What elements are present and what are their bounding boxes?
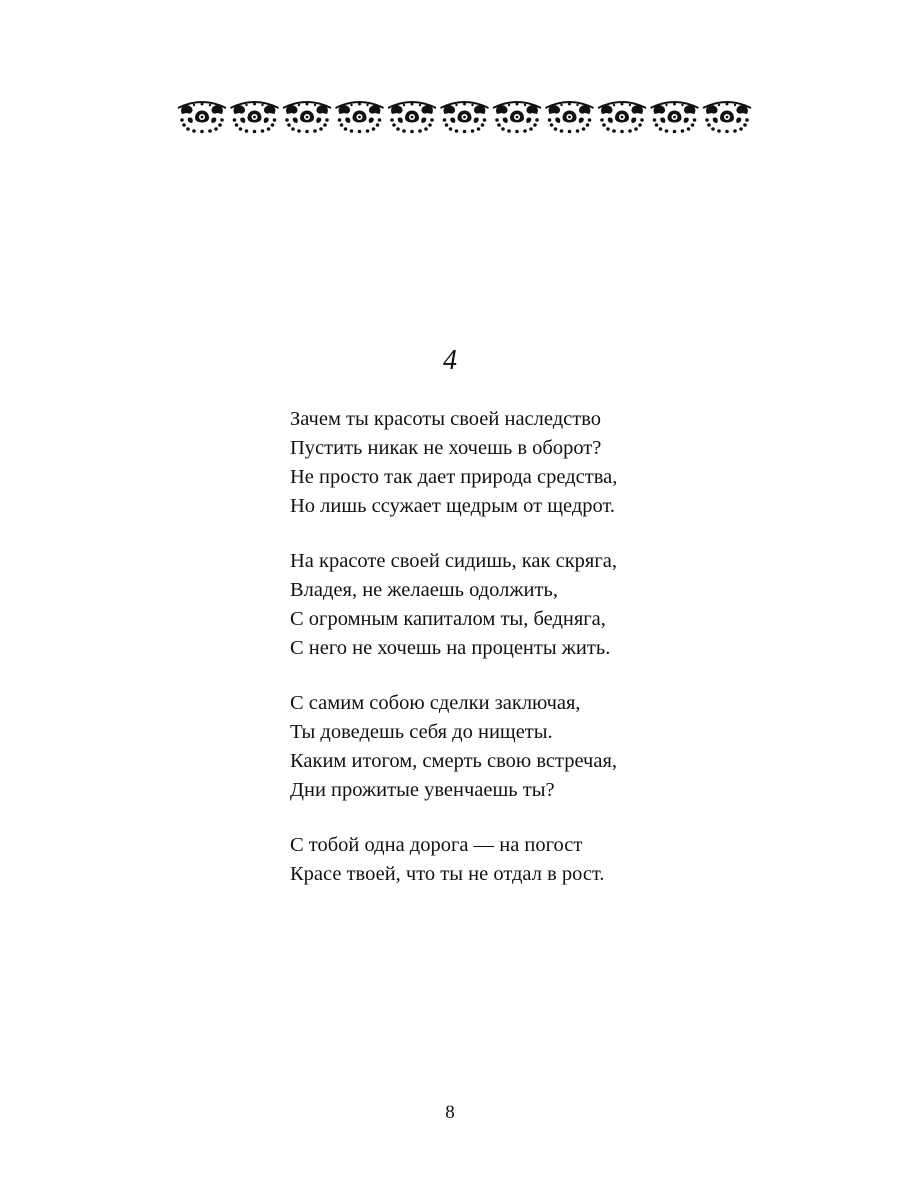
poem-line: С тобой одна дорога — на погост [290, 834, 583, 856]
poem-line: Владея, не желаешь одолжить, [290, 579, 558, 601]
stanza [290, 405, 710, 521]
poem-line: Зачем ты красоты своей наследство [290, 408, 601, 430]
poem-line: Пустить никак не хочешь в оборот? [290, 437, 602, 459]
poem-line: Каким итогом, смерть свою встречая, [290, 750, 617, 772]
page-number: 8 [445, 1102, 455, 1123]
stanza [290, 831, 710, 889]
poem-line: Дни прожитые увенчаешь ты? [290, 779, 555, 801]
poem-line: Ты доведешь себя до нищеты. [290, 721, 553, 743]
poem-number: 4 [443, 345, 457, 376]
poem-line: Но лишь ссужает щедрым от щедрот. [290, 495, 616, 517]
stanza [290, 689, 710, 805]
stanza [290, 547, 710, 663]
poem-line: С него не хочешь на проценты жить. [290, 637, 611, 659]
poem-body [290, 405, 710, 915]
poem-line: На красоте своей сидишь, как скряга, [290, 550, 617, 572]
poem-line: С огромным капиталом ты, бедняга, [290, 608, 606, 630]
floral-lace-border-icon [176, 98, 754, 134]
poem-line: С самим собою сделки заключая, [290, 692, 581, 714]
poem-line: Красе твоей, что ты не отдал в рост. [290, 863, 605, 885]
poem-line: Не просто так дает природа средства, [290, 466, 618, 488]
